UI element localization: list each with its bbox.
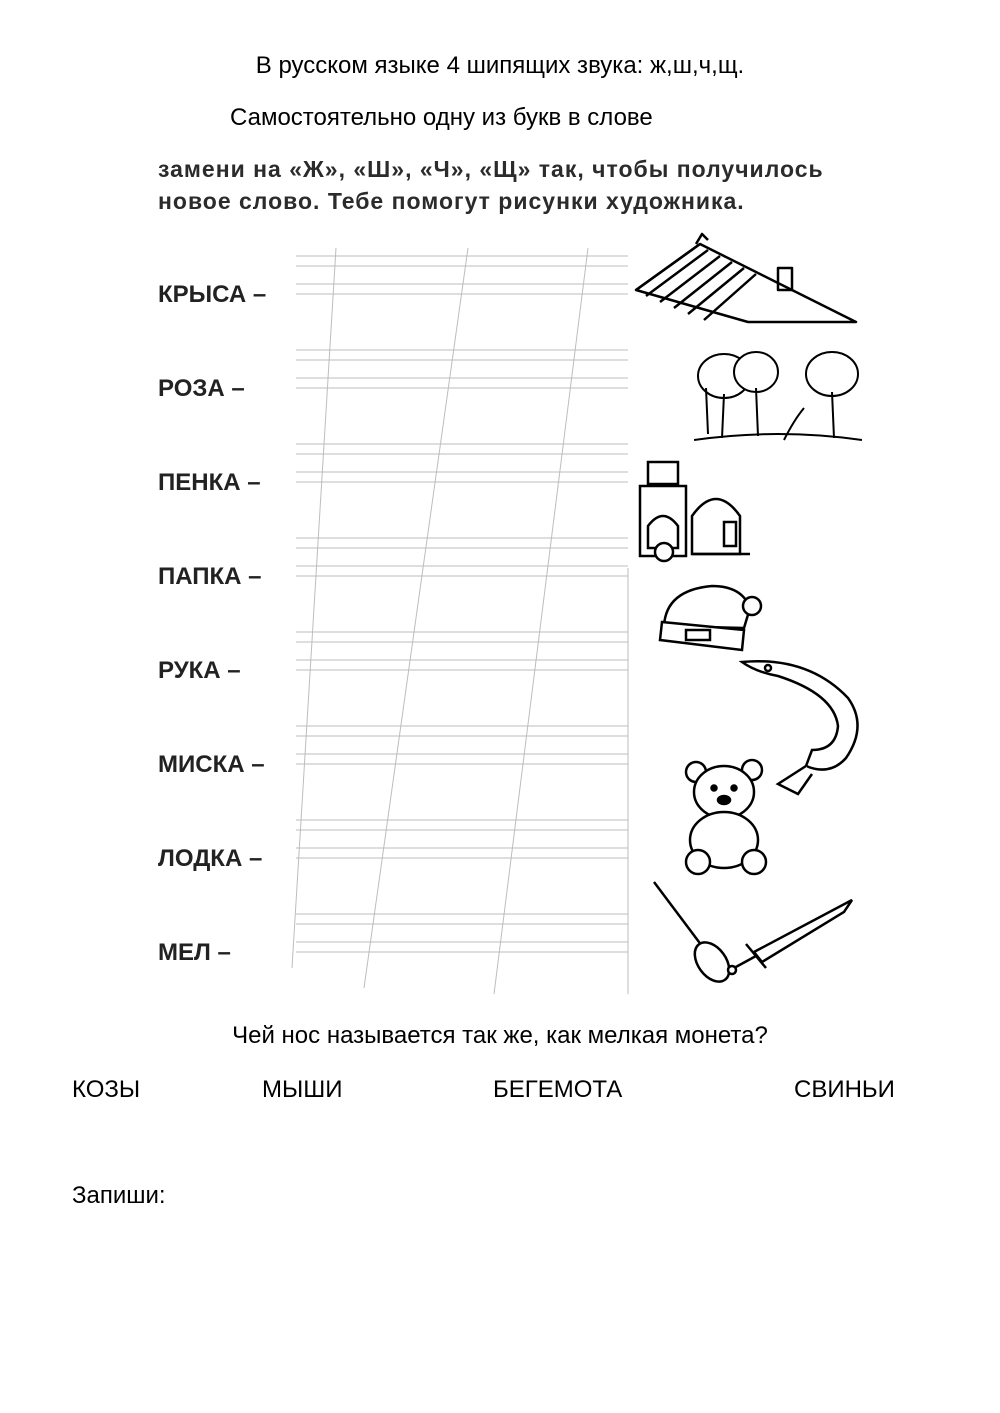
roof-icon: [628, 230, 858, 325]
word-papka: ПАПКА –: [158, 563, 262, 590]
word-ruka: РУКА –: [158, 657, 241, 684]
forest-icon: [694, 348, 862, 448]
sword-icon: [724, 896, 864, 978]
word-roza: РОЗА –: [158, 375, 245, 402]
word-krysa: КРЫСА –: [158, 281, 267, 308]
hat-icon: [656, 576, 766, 656]
word-mel: МЕЛ –: [158, 939, 231, 966]
worksheet-panel: [68, 148, 898, 1004]
word-lodka: ЛОДКА –: [158, 845, 263, 872]
answer-begemota[interactable]: БЕГЕМОТА: [493, 1076, 623, 1103]
word-miska: МИСКА –: [158, 751, 265, 778]
answer-myshi[interactable]: МЫШИ: [262, 1076, 343, 1103]
answer-kozy[interactable]: КОЗЫ: [72, 1076, 141, 1103]
teddy-bear-icon: [678, 758, 778, 876]
stove-icon: [636, 456, 756, 568]
intro-line-2: Самостоятельно одну из букв в слове: [230, 104, 653, 131]
intro-line-1: В русском языке 4 шипящих звука: ж,ш,ч,щ.: [255, 52, 745, 79]
spoon-icon: [646, 876, 736, 996]
instruction-line-1: замени на «Ж», «Ш», «Ч», «Щ» так, чтобы получилось: [158, 156, 824, 182]
instruction-line-2: новое слово. Тебе помогут рисунки художника.: [158, 188, 745, 214]
riddle-question: Чей нос называется так же, как мелкая монета?: [232, 1022, 768, 1049]
answer-svini[interactable]: СВИНЬИ: [794, 1076, 895, 1103]
write-prompt: Запиши:: [72, 1182, 166, 1209]
word-penka: ПЕНКА –: [158, 469, 261, 496]
